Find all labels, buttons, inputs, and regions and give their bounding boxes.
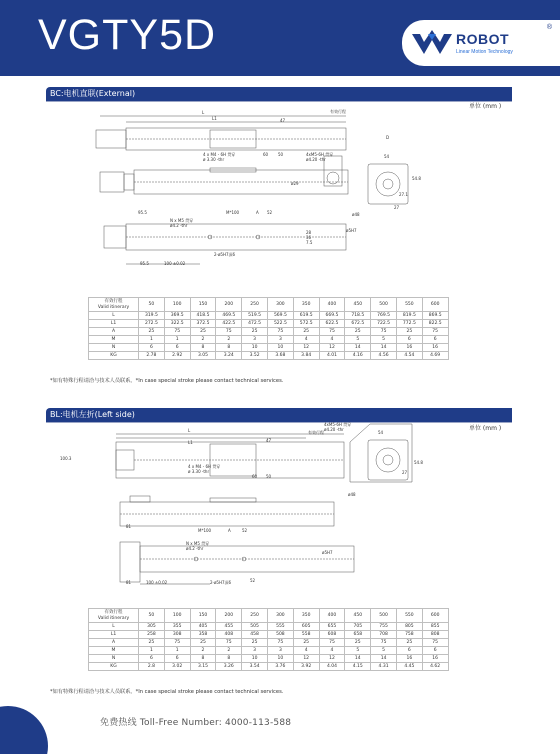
hole-label-m5-thr: ø4.20 -thr [324, 427, 344, 432]
dim-label-29: ø29 [291, 181, 299, 186]
table-cell: 755 [371, 623, 397, 631]
hole-label-m4: 4 x M4 - 6H 贯穿 [188, 464, 221, 469]
row-label: M [89, 647, 139, 655]
table-cell: 458 [242, 631, 268, 639]
table-cell: 3 [242, 336, 268, 344]
table-cell: 2 [216, 647, 242, 655]
table-cell: 75 [371, 639, 397, 647]
table-cell: 6 [139, 344, 165, 352]
table-row [89, 312, 449, 320]
table-cell: 705 [345, 623, 371, 631]
top-view [96, 116, 346, 150]
table-cell: 505 [242, 623, 268, 631]
table-cell: 855 [422, 623, 448, 631]
dim-label-L: L [188, 428, 191, 433]
table-cell: 1 [164, 336, 190, 344]
column-header: 500 [371, 609, 397, 623]
unit-label: 单位 (mm ) [469, 103, 502, 110]
column-header: 100 [164, 609, 190, 623]
dim-label-95-5-b: 95.5 [140, 261, 149, 266]
side-view [120, 496, 334, 526]
table-cell: 608 [319, 631, 345, 639]
table-cell: 3.02 [164, 663, 190, 671]
dim-label-81: 81 [126, 524, 132, 529]
column-header-stroke [89, 298, 139, 312]
header-en: Valid itinerary [97, 615, 130, 621]
table-cell: 718.5 [345, 312, 371, 320]
dim-label-52: 52 [267, 210, 273, 215]
table-cell: 5 [345, 647, 371, 655]
table-cell: 3.15 [190, 663, 216, 671]
table-cell: 418.5 [190, 312, 216, 320]
table-header-row [89, 609, 449, 623]
table-cell: 12 [319, 655, 345, 663]
table-cell: 4 [293, 336, 319, 344]
table-cell: 669.5 [319, 312, 345, 320]
table-cell: 16 [396, 655, 422, 663]
table-row [89, 639, 449, 647]
table-cell: 3 [242, 647, 268, 655]
table-cell: 558 [293, 631, 319, 639]
dim-label-a: A [228, 528, 231, 533]
footer-hotline: 免费热线 Toll-Free Number: 4000-113-588 [100, 718, 292, 728]
table-cell: 3.68 [267, 352, 293, 360]
dim-label-52-b: 52 [250, 578, 256, 583]
table-cell: 4.04 [319, 663, 345, 671]
table-cell: 25 [190, 639, 216, 647]
table-cell: 5 [371, 647, 397, 655]
table-cell: 3 [267, 336, 293, 344]
table-cell: 3.76 [267, 663, 293, 671]
column-header-stroke [89, 609, 139, 623]
table-cell: 25 [396, 328, 422, 336]
table-cell: 469.5 [216, 312, 242, 320]
table-cell: 75 [371, 328, 397, 336]
note-bl: *如有特殊行程请洽与技术人员联系。*In case special stroke please contact technical services. [50, 689, 284, 695]
row-label: L [89, 312, 139, 320]
hole-label-m4: 4 x M4 - 6H 贯穿 [203, 152, 236, 157]
column-header: 200 [216, 609, 242, 623]
table-cell: 6 [396, 336, 422, 344]
column-header: 50 [139, 298, 165, 312]
table-cell: 422.5 [216, 320, 242, 328]
table-cell: 572.5 [293, 320, 319, 328]
nxm5-thr-label: ø4.2 -thr [170, 223, 188, 228]
table-cell: 555 [267, 623, 293, 631]
table-cell: 25 [139, 328, 165, 336]
column-header: 250 [242, 609, 268, 623]
brand-registered-mark: ® [546, 24, 552, 31]
table-cell: 1 [139, 647, 165, 655]
table-cell: 2.8 [139, 663, 165, 671]
drawing-bc [60, 108, 500, 270]
table-cell: 16 [422, 655, 448, 663]
dim-label-95-5: 95.5 [138, 210, 147, 215]
footer-decoration [0, 706, 48, 754]
table-cell: 3.54 [242, 663, 268, 671]
table-cell: 1 [164, 647, 190, 655]
table-cell: 8 [216, 655, 242, 663]
table-cell: 75 [319, 328, 345, 336]
nxm5-label: N x M5 贯穿 [186, 541, 210, 546]
table-cell: 808 [422, 631, 448, 639]
nxm5-label: N x M5 贯穿 [170, 218, 194, 223]
column-header: 250 [242, 298, 268, 312]
column-header: 400 [319, 609, 345, 623]
table-cell: 25 [190, 328, 216, 336]
dim-label-L: L [202, 110, 205, 115]
section-title-bl: BL:电机左折(Left side) [50, 410, 135, 419]
row-label: M [89, 336, 139, 344]
table-cell: 305 [139, 623, 165, 631]
dim-label-81-b: 81 [126, 580, 132, 585]
column-header: 600 [422, 609, 448, 623]
header-en: Valid itinerary [97, 304, 130, 310]
table-cell: 8 [190, 344, 216, 352]
table-cell: 25 [293, 328, 319, 336]
table-cell: 8 [216, 344, 242, 352]
header-cn: 有效行程 [104, 299, 123, 304]
table-cell: 14 [345, 344, 371, 352]
row-label: N [89, 344, 139, 352]
table-cell: 619.5 [293, 312, 319, 320]
table-row [89, 336, 449, 344]
table-cell: 4.62 [422, 663, 448, 671]
table-cell: 6 [139, 655, 165, 663]
column-header: 350 [293, 609, 319, 623]
table-cell: 25 [345, 328, 371, 336]
table-cell: 2.92 [164, 352, 190, 360]
column-header: 50 [139, 609, 165, 623]
table-cell: 472.5 [242, 320, 268, 328]
hole-label-m5: 4xM5-6H 贯穿 [306, 152, 334, 157]
brand-name: ROBOT [456, 31, 510, 47]
drawing-bl [60, 420, 500, 592]
dim-label-27: 27 [402, 470, 408, 475]
table-cell: 25 [293, 639, 319, 647]
dim-label-60: 60 [252, 474, 258, 479]
end-view [324, 156, 408, 204]
table-cell: 10 [242, 655, 268, 663]
column-header: 150 [190, 298, 216, 312]
product-title: VGTY5D [38, 11, 217, 59]
column-header: 300 [267, 609, 293, 623]
table-cell: 6 [422, 647, 448, 655]
side-view [100, 168, 348, 194]
table-cell: 3.52 [242, 352, 268, 360]
table-cell: 2 [190, 647, 216, 655]
table-row [89, 623, 449, 631]
table-cell: 322.5 [164, 320, 190, 328]
table-cell: 5 [371, 336, 397, 344]
table-cell: 75 [216, 639, 242, 647]
dim-label-60: 60 [263, 152, 269, 157]
table-cell: 822.5 [422, 320, 448, 328]
dim-label-a: A [256, 210, 259, 215]
note-bc: *如有特殊行程请洽与技术人员联系。*In case special stroke please contact technical services. [50, 378, 284, 384]
row-label: A [89, 328, 139, 336]
table-cell: 10 [242, 344, 268, 352]
row-label: KG [89, 352, 139, 360]
header-cn: 有效行程 [104, 610, 123, 615]
section-bar-bc [46, 87, 512, 101]
column-header: 550 [396, 298, 422, 312]
dim-label-100: 100 ±0.02 [164, 261, 186, 266]
dim-label-L1: L1 [212, 116, 217, 121]
table-cell: 869.5 [422, 312, 448, 320]
table-cell: 75 [319, 639, 345, 647]
dim-label-50: 50 [266, 474, 272, 479]
nxm5-thr-label: ø4.2 -thr [186, 546, 204, 551]
column-header: 350 [293, 298, 319, 312]
column-header: 450 [345, 298, 371, 312]
table-cell: 358 [190, 631, 216, 639]
row-label: L1 [89, 631, 139, 639]
table-cell: 272.5 [139, 320, 165, 328]
table-cell: 4.45 [396, 663, 422, 671]
table-cell: 258 [139, 631, 165, 639]
technical-drawing-bl [60, 420, 500, 592]
bottom-view [120, 542, 354, 584]
table-cell: 2 [216, 336, 242, 344]
table-cell: 3.26 [216, 663, 242, 671]
table-cell: 605 [293, 623, 319, 631]
table-cell: 4 [319, 647, 345, 655]
table-cell: 4.31 [371, 663, 397, 671]
column-header: 600 [422, 298, 448, 312]
table-cell: 3.84 [293, 352, 319, 360]
table-cell: 75 [164, 639, 190, 647]
h7-label: ø5H7 [346, 228, 357, 233]
dim-label-52: 52 [242, 528, 248, 533]
spec-table-body [89, 609, 449, 671]
table-cell: 655 [319, 623, 345, 631]
hole-label-m4-thr: ø 3.30 -thr [188, 469, 210, 474]
table-cell: 319.5 [139, 312, 165, 320]
stroke-label: 有效行程 [308, 430, 324, 435]
table-row [89, 663, 449, 671]
dim-label-d: D [386, 135, 390, 140]
table-cell: 75 [267, 639, 293, 647]
pin-label: 2-ø5H7深6 [214, 252, 236, 257]
row-label: KG [89, 663, 139, 671]
table-cell: 75 [164, 328, 190, 336]
dim-label-54: 54 [378, 430, 384, 435]
column-header: 450 [345, 609, 371, 623]
spec-table-bc [88, 297, 449, 360]
dim-label-m100: M*100 [198, 528, 212, 533]
pin-label: 2-ø5H7深6 [210, 580, 232, 585]
section-divider [46, 101, 512, 102]
hole-label-m4-thr: ø 3.30 -thr [203, 157, 225, 162]
dim-label-50: 50 [278, 152, 284, 157]
column-header: 150 [190, 609, 216, 623]
h7-label: ø5H7 [322, 550, 333, 555]
table-cell: 25 [242, 328, 268, 336]
table-cell: 6 [164, 344, 190, 352]
table-cell: 455 [216, 623, 242, 631]
dim-label-48: ø48 [352, 212, 360, 217]
table-cell: 758 [396, 631, 422, 639]
dim-label-28: 28 [306, 230, 312, 235]
table-cell: 508 [267, 631, 293, 639]
table-cell: 4.54 [396, 352, 422, 360]
table-cell: 658 [345, 631, 371, 639]
column-header: 200 [216, 298, 242, 312]
table-row [89, 631, 449, 639]
dim-label-100: 100 ±0.02 [146, 580, 168, 585]
column-header: 550 [396, 609, 422, 623]
table-cell: 819.5 [396, 312, 422, 320]
table-cell: 75 [422, 639, 448, 647]
brand-logo [402, 20, 560, 66]
dim-label-7-5: 7.5 [306, 240, 313, 245]
table-cell: 622.5 [319, 320, 345, 328]
table-cell: 12 [293, 655, 319, 663]
table-cell: 3 [267, 647, 293, 655]
table-cell: 14 [345, 655, 371, 663]
dim-label-36: 36 [306, 235, 312, 240]
table-cell: 6 [422, 336, 448, 344]
table-cell: 8 [190, 655, 216, 663]
row-label: A [89, 639, 139, 647]
table-cell: 10 [267, 344, 293, 352]
hole-label-m5-thr: ø4.20 -thr [306, 157, 326, 162]
table-cell: 3.92 [293, 663, 319, 671]
table-cell: 16 [396, 344, 422, 352]
dim-label-48: ø48 [348, 492, 356, 497]
technical-drawing-bc [60, 108, 500, 270]
table-cell: 405 [190, 623, 216, 631]
table-cell: 14 [371, 344, 397, 352]
table-cell: 805 [396, 623, 422, 631]
table-cell: 25 [139, 639, 165, 647]
dim-label-54-8: 54.8 [412, 176, 421, 181]
table-cell: 4.56 [371, 352, 397, 360]
table-cell: 522.5 [267, 320, 293, 328]
table-cell: 14 [371, 655, 397, 663]
table-cell: 308 [164, 631, 190, 639]
table-row [89, 352, 449, 360]
table-cell: 569.5 [267, 312, 293, 320]
table-cell: 722.5 [371, 320, 397, 328]
table-cell: 769.5 [371, 312, 397, 320]
table-cell: 75 [422, 328, 448, 336]
brand-mark-icon [410, 30, 454, 56]
table-cell: 3.05 [190, 352, 216, 360]
spec-table-bl [88, 608, 449, 671]
table-cell: 408 [216, 631, 242, 639]
table-row [89, 320, 449, 328]
section-title-bc: BC:电机直联(External) [50, 89, 136, 98]
table-cell: 6 [164, 655, 190, 663]
dim-label-47: 47 [280, 118, 286, 123]
table-cell: 355 [164, 623, 190, 631]
table-cell: 25 [396, 639, 422, 647]
row-label: L1 [89, 320, 139, 328]
table-cell: 4 [293, 647, 319, 655]
table-cell: 2 [190, 336, 216, 344]
dim-label-m100: M*100 [226, 210, 240, 215]
table-cell: 369.5 [164, 312, 190, 320]
page-header [0, 0, 560, 76]
table-cell: 672.5 [345, 320, 371, 328]
dim-label-54: 54 [384, 154, 390, 159]
dim-label-27: 27 [394, 205, 400, 210]
table-cell: 519.5 [242, 312, 268, 320]
top-view [116, 434, 344, 478]
stroke-label: 有效行程 [330, 109, 346, 114]
table-cell: 2.78 [139, 352, 165, 360]
table-cell: 75 [267, 328, 293, 336]
hole-label-m5: 4xM5-6H 贯穿 [324, 422, 352, 427]
table-row [89, 344, 449, 352]
unit-label: 单位 (mm ) [469, 425, 502, 432]
table-cell: 12 [319, 344, 345, 352]
table-cell: 372.5 [190, 320, 216, 328]
table-header-row [89, 298, 449, 312]
table-row [89, 655, 449, 663]
table-row [89, 647, 449, 655]
table-cell: 772.5 [396, 320, 422, 328]
dim-label-54-8: 54.8 [414, 460, 423, 465]
column-header: 500 [371, 298, 397, 312]
table-cell: 16 [422, 344, 448, 352]
table-cell: 6 [396, 647, 422, 655]
table-cell: 25 [242, 639, 268, 647]
table-cell: 4.15 [345, 663, 371, 671]
table-cell: 5 [345, 336, 371, 344]
dim-label-47: 47 [266, 438, 272, 443]
column-header: 300 [267, 298, 293, 312]
column-header: 100 [164, 298, 190, 312]
spec-table-body [89, 298, 449, 360]
table-cell: 4.69 [422, 352, 448, 360]
table-cell: 10 [267, 655, 293, 663]
row-label: N [89, 655, 139, 663]
table-cell: 4.01 [319, 352, 345, 360]
row-label: L [89, 623, 139, 631]
table-cell: 12 [293, 344, 319, 352]
table-cell: 3.24 [216, 352, 242, 360]
column-header: 400 [319, 298, 345, 312]
dim-label-27-1: 27.1 [399, 192, 408, 197]
table-cell: 75 [216, 328, 242, 336]
dim-label-L1: L1 [188, 440, 193, 445]
table-cell: 1 [139, 336, 165, 344]
table-cell: 4.16 [345, 352, 371, 360]
table-row [89, 328, 449, 336]
table-cell: 4 [319, 336, 345, 344]
dim-label-100-3: 100.3 [60, 456, 72, 461]
brand-tagline: Linear Motion Technology [456, 49, 513, 55]
table-cell: 25 [345, 639, 371, 647]
table-cell: 708 [371, 631, 397, 639]
